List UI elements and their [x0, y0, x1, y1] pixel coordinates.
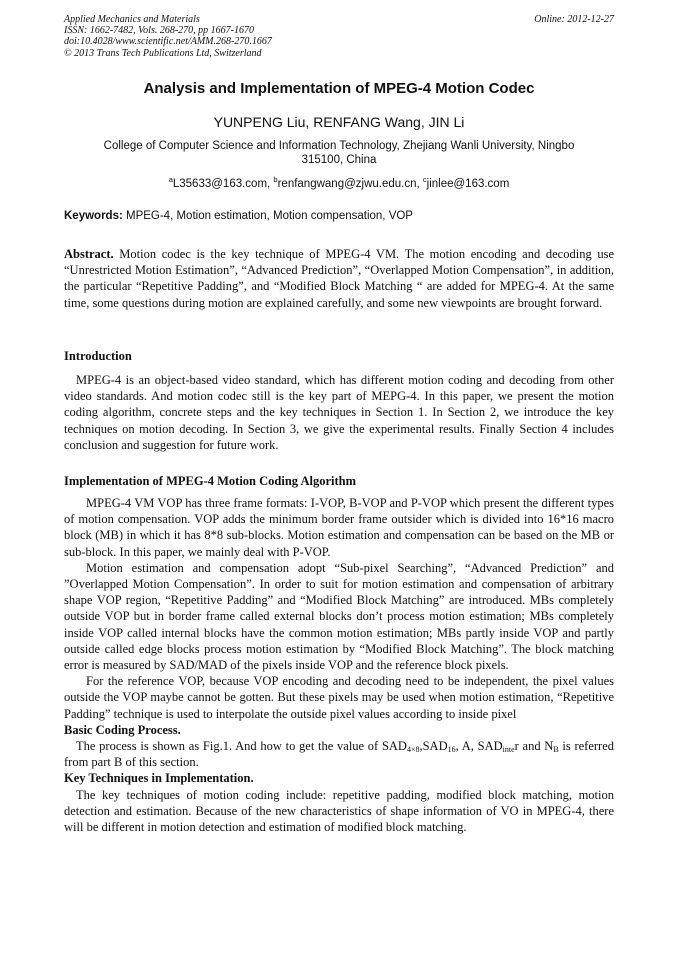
key-techniques-paragraph: The key techniques of motion coding include: repetitive padding, modified block matching, motion detection and estimation. Because of the new characteristics of shape information of VO in MPEG-4, there will be different in motion detection and estimation of modified block matching.: [64, 787, 614, 835]
keywords-text: MPEG-4, Motion estimation, Motion compensation, VOP: [122, 210, 413, 222]
affiliation: [64, 139, 614, 167]
section-heading-implementation: Implementation of MPEG-4 Motion Coding Algorithm: [64, 474, 357, 488]
subheading-basic-coding-process: Basic Coding Process.: [64, 722, 181, 737]
email-c-marker: c: [422, 175, 427, 184]
keywords: [64, 210, 614, 222]
section-heading-introduction: Introduction: [64, 349, 132, 363]
basic-coding-paragraph: The process is shown as Fig.1. And how to get the value of $SAD_{4\times 8},SAD_{16}$, A, $SAD_{inte}r$ and $N_B$ is referred from part B of this section.: [64, 739, 614, 770]
implementation-paragraph-1: MPEG-4 VM VOP has three frame formats: I-VOP, B-VOP and P-VOP which present the different types of motion compensation. VOP adds the minimum border frame outsider which is divided into 16*16 macro block (MB) in which it has 8*8 sub-blocks. Motion estimation and compensation can be based on the MB or sub-block. In this paper, we mainly deal with P-VOP.: [64, 496, 614, 559]
journal-info: [64, 14, 272, 59]
introduction-paragraph: MPEG-4 is an object-based video standard, which has different motion coding and decoding from other video standards. And motion codec still is the key part of MEPG-4. In this paper, we present the motion coding algorithm, concrete steps and the key techniques in Section 1. In Section 2, we introduce the key techniques on motion decoding. In Section 3, we give the experimental results. Finally Section 4 includes conclusion and suggestion for future work.: [64, 373, 614, 452]
abstract: [64, 246, 614, 311]
journal-name: Applied Mechanics and Materials: [64, 14, 200, 25]
email-b-marker: b: [273, 175, 278, 184]
email-b: renfangwang@zjwu.edu.cn,: [277, 177, 423, 190]
subheading-key-techniques: Key Techniques in Implementation.: [64, 771, 254, 786]
implementation-paragraph-3: For the reference VOP, because VOP encoding and decoding need to be independent, the pixel values outside the VOP maybe cannot be gotten. But these pixels may be used when motion estimation, “Repetitive Padding” technique is used to interpolate the outside pixel values according to inside pixel: [64, 674, 614, 721]
abstract-text: Motion codec is the key technique of MPEG-4 VM. The motion encoding and decoding use “Unrestricted Motion Estimation”, “Advanced Prediction”, “Overlapped Motion Compensation”, in addition, the particular “Repetitive Padding”, and “Modified Block Matching “ are added for MPEG-4. At the same time, some questions during motion are explained carefully, and some new viewpoints are brought forward.: [64, 247, 614, 310]
online-date: Online: 2012-12-27: [534, 14, 614, 25]
introduction: [64, 372, 614, 453]
email-a: L35633@163.com,: [172, 177, 274, 190]
affiliation-line-1: College of Computer Science and Information Technology, Zhejiang Wanli University, Ningbo: [103, 140, 575, 152]
email-c: jinlee@163.com: [426, 177, 510, 190]
implementation-section: [64, 495, 614, 835]
keywords-label: Keywords:: [64, 210, 123, 222]
journal-copyright: © 2013 Trans Tech Publications Ltd, Switzerland: [64, 47, 262, 59]
journal-issn: ISSN: 1662-7482, Vols. 268-270, pp 1667-1670: [64, 25, 254, 37]
paper-authors: YUNPENG Liu, RENFANG Wang, JIN Li: [213, 114, 465, 130]
implementation-paragraph-2: Motion estimation and compensation adopt “Sub-pixel Searching”, “Advanced Prediction” and ”Overlapped Motion Compensation”. In order to suit for motion estimation and compensation of arbitrary shape VOP region, “Repetitive Padding” and “Modified Block Matching” are introduced. MBs completely outside VOP but in border frame called external blocks don’t process motion estimation; MBs completely inside VOP called internal blocks have the common motion estimation; MBs partly inside VOP and partly outside called edge blocks process motion estimation by “Modified Block Matching”. The block matching error is measured by SAD/MAD of the pixels inside VOP and the reference block pixels.: [64, 560, 614, 673]
email-a-marker: a: [168, 175, 173, 184]
author-emails: [64, 175, 614, 190]
affiliation-line-2: 315100, China: [301, 154, 377, 166]
paper-title: Analysis and Implementation of MPEG-4 Motion Codec: [143, 80, 535, 97]
abstract-label: Abstract.: [64, 247, 114, 261]
journal-doi: doi:10.4028/www.scientific.net/AMM.268-270.1667: [64, 36, 272, 48]
